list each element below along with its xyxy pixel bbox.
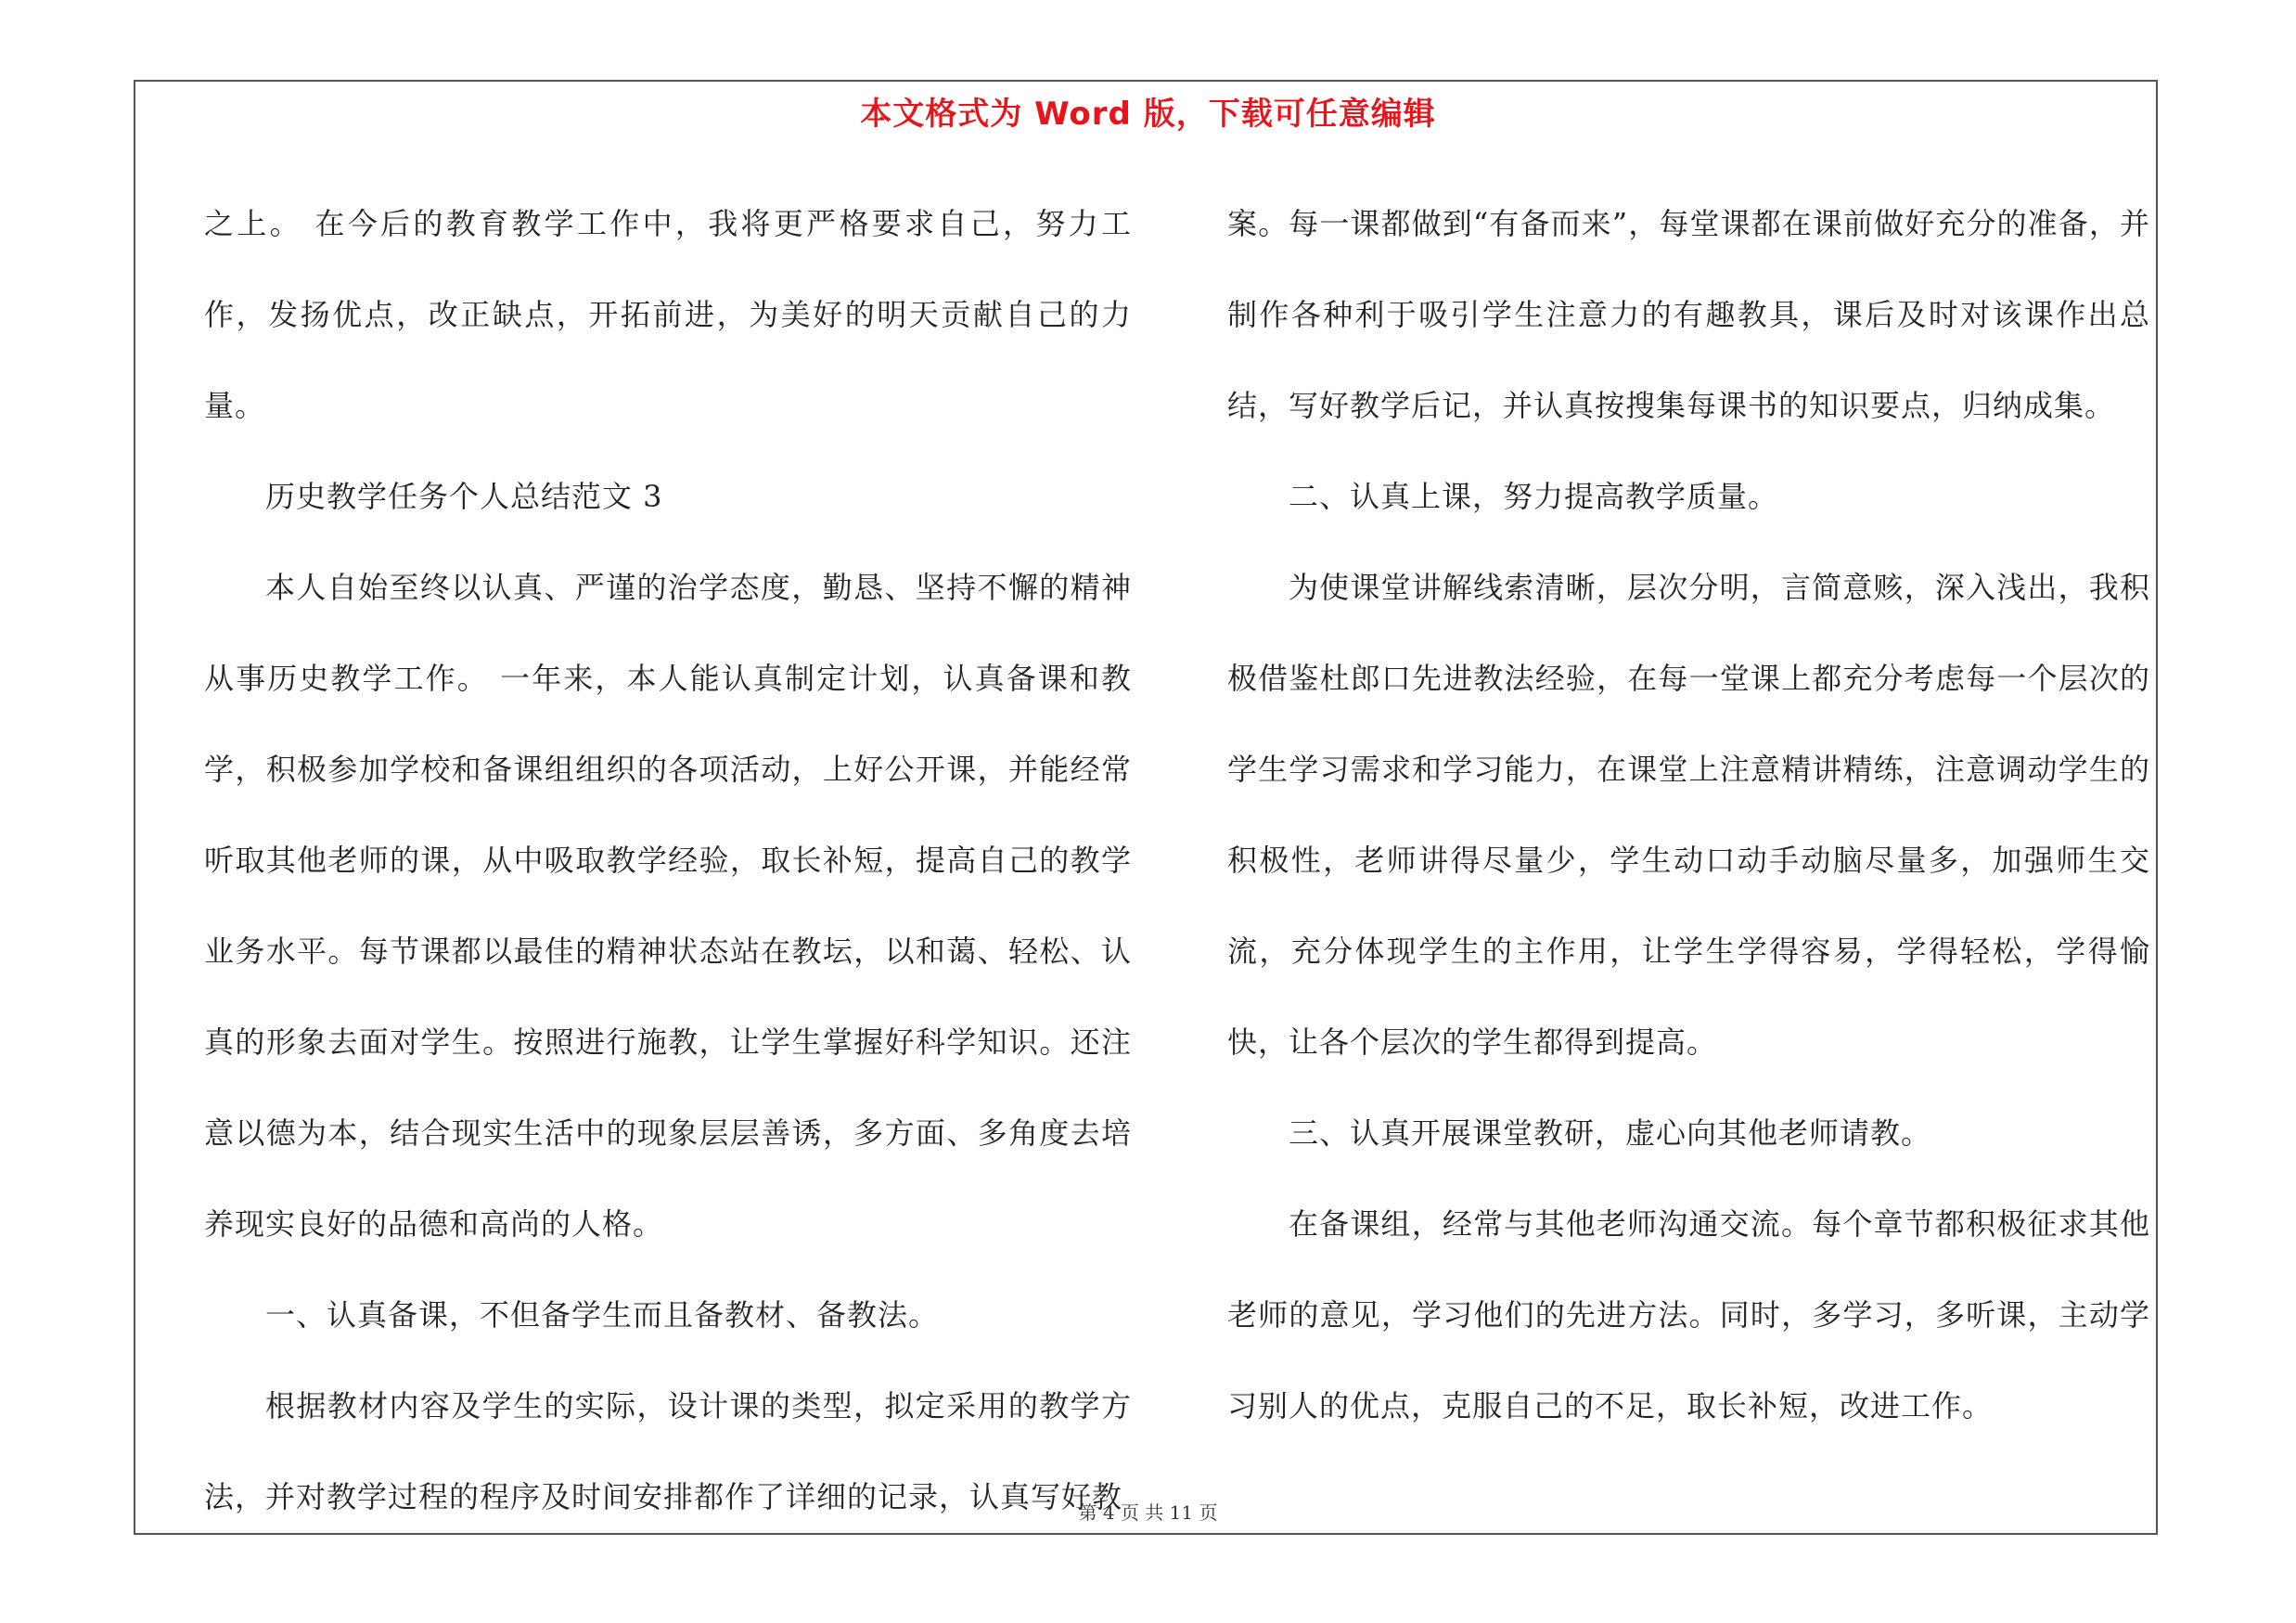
paragraph: 在备课组，经常与其他老师沟通交流。每个章节都积极征求其他老师的意见，学习他们的先进方法。同时，多学习，多听课，主动学习别人的优点，克服自己的不足，取长补短，改进工作。 — [1227, 1206, 2150, 1423]
paragraph: 为使课堂讲解线索清晰，层次分明，言简意赅，深入浅出，我积极借鉴杜郎口先进教法经验，在每一堂课上都充分考虑每一个层次的学生学习需求和学习能力，在课堂上注意精讲精练，注意调动学生的积极性，老师讲得尽量少，学生动口动手动脑尽量多，加强师生交流，充分体现学生的主作用，让学生学得容易，学得轻松，学得愉快，让各个层次的学生都得到提高。 — [1227, 570, 2150, 1060]
left-column — [204, 178, 1132, 1542]
header-banner: 本文格式为 Word 版，下载可任意编辑 — [860, 96, 1436, 133]
right-column — [1227, 178, 2150, 1451]
section-title: 历史教学任务个人总结范文 3 — [265, 479, 663, 514]
paragraph: 本人自始至终以认真、严谨的治学态度，勤恳、坚持不懈的精神从事历史教学工作。 一年来，本人能认真制定计划，认真备课和教学，积极参加学校和备课组组织的各项活动，上好公开课，并能经常听取其他老师的课，从中吸取教学经验，取长补短，提高自己的教学业务水平。每节课都以最佳的精神状态站在教坛，以和蔼、轻松、认真的形象去面对学生。按照进行施教，让学生掌握好科学知识。还注意以德为本，结合现实生活中的现象层层善诱，多方面、多角度去培养现实良好的品德和高尚的人格。 — [204, 570, 1132, 1242]
paragraph: 案。每一课都做到“有备而来”，每堂课都在课前做好充分的准备，并制作各种利于吸引学生注意力的有趣教具，课后及时对该课作出总结，写好教学后记，并认真按搜集每课书的知识要点，归纳成集。 — [1227, 206, 2150, 423]
paragraph: 之上。 在今后的教育教学工作中，我将更严格要求自己，努力工作，发扬优点，改正缺点，开拓前进，为美好的明天贡献自己的力量。 — [204, 206, 1132, 423]
paragraph: 根据教材内容及学生的实际，设计课的类型，拟定采用的教学方法，并对教学过程的程序及时间安排都作了详细的记录，认真写好教 — [204, 1388, 1132, 1514]
section-heading: 一、认真备课，不但备学生而且备教材、备教法。 — [265, 1297, 940, 1333]
section-heading: 三、认真开展课堂教研，虚心向其他老师请教。 — [1289, 1115, 1932, 1151]
section-heading: 二、认真上课，努力提高教学质量。 — [1289, 479, 1779, 514]
page-number: 第 4 页 共 11 页 — [1078, 1501, 1218, 1524]
